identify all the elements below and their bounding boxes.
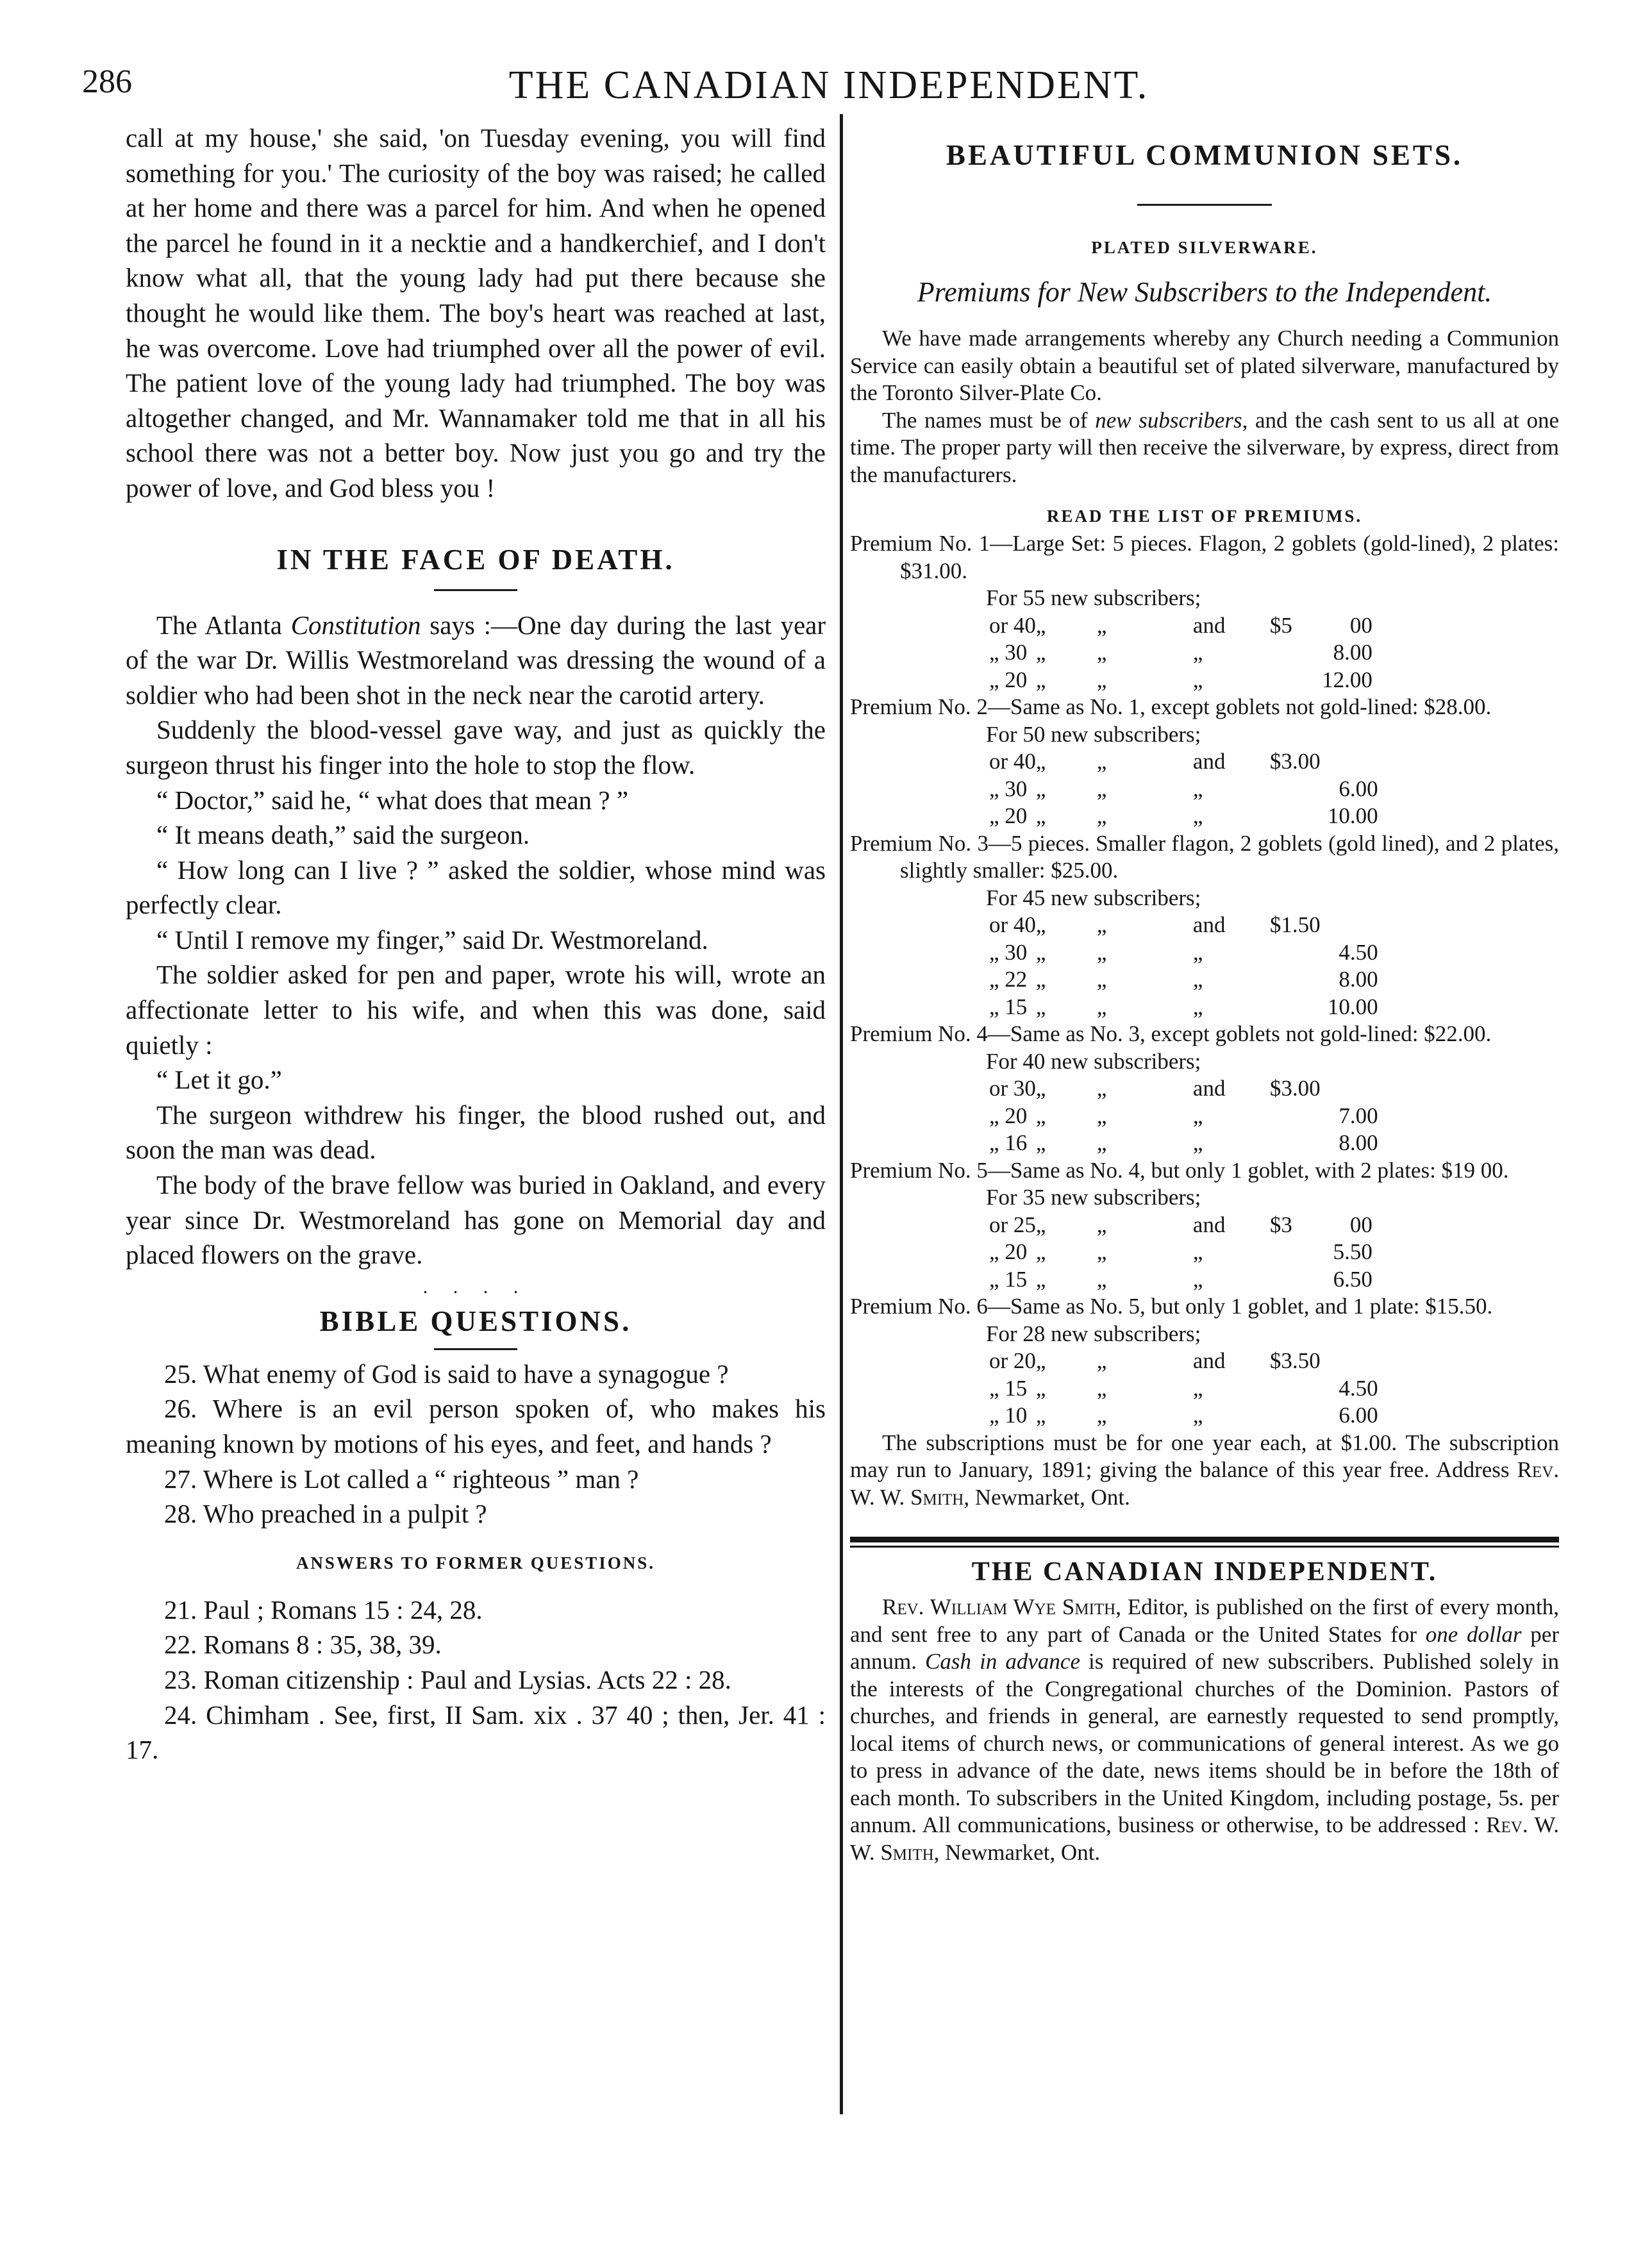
table-row: „ 20 „ „ „ 10.00	[989, 803, 1378, 828]
table-row: „ 16 „ „ „ 8.00	[989, 1130, 1378, 1155]
column-divider	[840, 114, 843, 2114]
newspaper-name: Constitution	[290, 610, 421, 640]
left-column	[126, 121, 826, 1767]
advert-tagline: Premiums for New Subscribers to the Independent.	[917, 276, 1492, 308]
subscriber-requirement: For 28 new subscribers;	[986, 1321, 1201, 1346]
journal-title: THE CANADIAN INDEPENDENT.	[508, 63, 1149, 107]
subscriber-requirement: For 45 new subscribers;	[986, 885, 1201, 910]
section-separator: . . . .	[422, 1276, 529, 1298]
answers-heading: ANSWERS TO FORMER QUESTIONS.	[296, 1553, 656, 1573]
advert-subtitle: PLATED SILVERWARE.	[1091, 238, 1318, 257]
advert-intro	[850, 325, 1559, 489]
table-row: or 40 „ „ and $3.00	[989, 749, 1321, 774]
table-row: or 30 „ „ and $3.00	[989, 1076, 1321, 1101]
table-row: or 20 „ „ and $3.50	[989, 1348, 1321, 1373]
article-paragraph: The body of the brave fellow was buried in Oakland, and every year since Dr. Westmoreland has gone on Memorial day and placed flowers on the grave.	[126, 1170, 826, 1270]
premium-table	[989, 912, 1378, 1021]
premium-description: Premium No. 4—Same as No. 3, except goblets not gold-lined: $22.00.	[850, 1021, 1492, 1046]
premium-table	[989, 748, 1378, 830]
bible-answer: 21. Paul ; Romans 15 : 24, 28.	[164, 1594, 483, 1625]
table-row: „ 15 „ „ „ 4.50	[989, 1375, 1378, 1401]
premium-description: Premium No. 5—Same as No. 4, but only 1 goblet, with 2 plates: $19 00.	[850, 1157, 1509, 1183]
subscriber-requirement: For 55 new subscribers;	[986, 585, 1201, 610]
table-row: „ 15 „ „ „ 6.50	[989, 1266, 1372, 1292]
advert-title: BEAUTIFUL COMMUNION SETS.	[946, 139, 1464, 171]
premium-table	[989, 1212, 1372, 1294]
masthead-title: THE CANADIAN INDEPENDENT.	[971, 1557, 1438, 1587]
story-paragraph: call at my house,' she said, 'on Tuesday evening, you will find something for you.' The curiosity of the boy was raised; he called at her home and there was a parcel for him. And when he opened the parcel he found in it a necktie and a handkerchief, and I don't know what all, that the young lady had put there because she thought he would like them. The boy's heart was reached at last, he was overcome. Love had triumphed over all the power of evil. The patient love of the young lady had triumphed. The boy was altogether changed, and Mr. Wannamaker told me that in all his school there was not a better boy. Now just you go and try the power of love, and God bless you !	[126, 123, 826, 503]
bible-question: 26. Where is an evil person spoken of, who makes his meaning known by motions of his eyes, and feet, and hands ?	[126, 1394, 826, 1458]
right-column	[850, 121, 1559, 1866]
table-row: „ 22 „ „ „ 8.00	[989, 967, 1378, 992]
article-paragraph: “ Doctor,” said he, “ what does that mean ? ”	[156, 785, 629, 815]
premium-list	[850, 530, 1559, 1511]
article-body	[126, 608, 826, 1273]
article-paragraph: “ Let it go.”	[156, 1065, 282, 1095]
bible-answer: 22. Romans 8 : 35, 38, 39.	[164, 1630, 442, 1660]
editor-name: Rev. W. W. Smith	[850, 1812, 1559, 1865]
advert-paragraph: The names must be of new subscribers, and the cash sent to us all at one time. The proper party will then receive the silverware, by express, direct from the manufacturers.	[850, 407, 1559, 487]
page-header	[82, 63, 1576, 114]
premium-list-heading: READ THE LIST OF PREMIUMS.	[1046, 506, 1363, 526]
premium-table	[989, 1348, 1378, 1430]
table-row: „ 20 „ „ „ 7.00	[989, 1103, 1378, 1128]
premium-description: Premium No. 6—Same as No. 5, but only 1 goblet, and 1 plate: $15.50.	[850, 1294, 1493, 1319]
table-row: „ 10 „ „ „ 6.00	[989, 1403, 1378, 1428]
page-number: 286	[82, 63, 132, 100]
table-row: „ 20 „ „ „ 5.50	[989, 1239, 1372, 1264]
article-title: IN THE FACE OF DEATH.	[276, 543, 675, 576]
advert-footer: The subscriptions must be for one year each, at $1.00. The subscription may run to January, 1891; giving the balance of this year free. Address Rev. W. W. Smith, Newmarket, Ont.	[850, 1430, 1559, 1510]
table-row: „ 20 „ „ „ 12.00	[989, 667, 1372, 692]
subscriber-requirement: For 40 new subscribers;	[986, 1048, 1201, 1074]
bible-question: 27. Where is Lot called a “ righteous ” man ?	[164, 1464, 639, 1494]
masthead-paragraph: Rev. William Wye Smith, Editor, is published on the first of every month, and sent free to any part of Canada or the United States for one dollar per annum. Cash in advance is required of new subscribers. Published solely in the interests of the Congregational churches of the Dominion. Pastors of churches, and friends in general, are earnestly requested to send promptly, local items of church news, or communications of general interest. As we go to press in advance of the date, news items should be in before the 18th of each month. To subscribers in the United Kingdom, including postage, 5s. per annum. All communications, business or otherwise, to be addressed : Rev. W. W. Smith, Newmarket, Ont.	[850, 1594, 1560, 1865]
premium-description: Premium No. 1—Large Set: 5 pieces. Flagon, 2 goblets (gold-lined), 2 plates: $31.00.	[850, 531, 1559, 583]
story-continuation	[126, 121, 826, 506]
premium-table	[989, 1075, 1378, 1157]
emphasis: Cash in advance	[925, 1649, 1080, 1674]
box-rule-thick	[850, 1537, 1559, 1542]
premium-table	[989, 612, 1372, 694]
table-row: or 40 „ „ and $5 00	[989, 612, 1372, 638]
table-row: „ 30 „ „ „ 6.00	[989, 776, 1378, 801]
table-row: or 25 „ „ and $3 00	[989, 1212, 1372, 1237]
article-paragraph: The soldier asked for pen and paper, wrote his will, wrote an affectionate letter to his wife, and when this was done, said quietly :	[126, 960, 826, 1060]
subscriber-requirement: For 50 new subscribers;	[986, 721, 1201, 747]
bible-question: 25. What enemy of God is said to have a synagogue ?	[164, 1358, 729, 1389]
article-paragraph: “ It means death,” said the surgeon.	[156, 820, 530, 850]
bible-question: 28. Who preached in a pulpit ?	[164, 1499, 487, 1529]
masthead-notice	[850, 1594, 1559, 1866]
article-paragraph: The Atlanta Constitution says :—One day during the last year of the war Dr. Willis Westmoreland was dressing the wound of a soldier who had been shot in the neck near the carotid artery.	[126, 610, 826, 710]
bible-answer: 23. Roman citizenship : Paul and Lysias. Acts 22 : 28.	[164, 1664, 731, 1694]
table-row: „ 15 „ „ „ 10.00	[989, 994, 1378, 1019]
article-paragraph: “ How long can I live ? ” asked the soldier, whose mind was perfectly clear.	[126, 855, 826, 920]
article-paragraph: “ Until I remove my finger,” said Dr. Westmoreland.	[156, 924, 708, 955]
emphasis: new subscribers	[1095, 407, 1242, 433]
bible-answer: 24. Chimham . See, first, II Sam. xix . 37 40 ; then, Jer. 41 : 17.	[126, 1700, 826, 1765]
editor-name: Rev. William Wye Smith	[882, 1594, 1116, 1619]
article-title: BIBLE QUESTIONS.	[319, 1305, 632, 1337]
subscriber-requirement: For 35 new subscribers;	[986, 1185, 1201, 1210]
premium-description: Premium No. 2—Same as No. 1, except goblets not gold-lined: $28.00.	[850, 694, 1492, 719]
table-row: „ 30 „ „ „ 8.00	[989, 640, 1372, 665]
advert-paragraph: We have made arrangements whereby any Church needing a Communion Service can easily obtain a beautiful set of plated silverware, manufactured by the Toronto Silver-Plate Co.	[850, 326, 1559, 405]
emphasis: one dollar	[1425, 1621, 1522, 1647]
premium-description: Premium No. 3—5 pieces. Smaller flagon, 2 goblets (gold lined), and 2 plates, slightly smaller: $25.00.	[850, 830, 1559, 883]
table-row: „ 30 „ „ „ 4.50	[989, 939, 1378, 965]
table-row: or 40 „ „ and $1.50	[989, 912, 1321, 937]
editor-name: Rev. W. W. Smith	[850, 1457, 1559, 1510]
article-paragraph: The surgeon withdrew his finger, the blood rushed out, and soon the man was dead.	[126, 1099, 826, 1165]
article-paragraph: Suddenly the blood-vessel gave way, and just as quickly the surgeon thrust his finger into the hole to stop the flow.	[126, 715, 826, 780]
